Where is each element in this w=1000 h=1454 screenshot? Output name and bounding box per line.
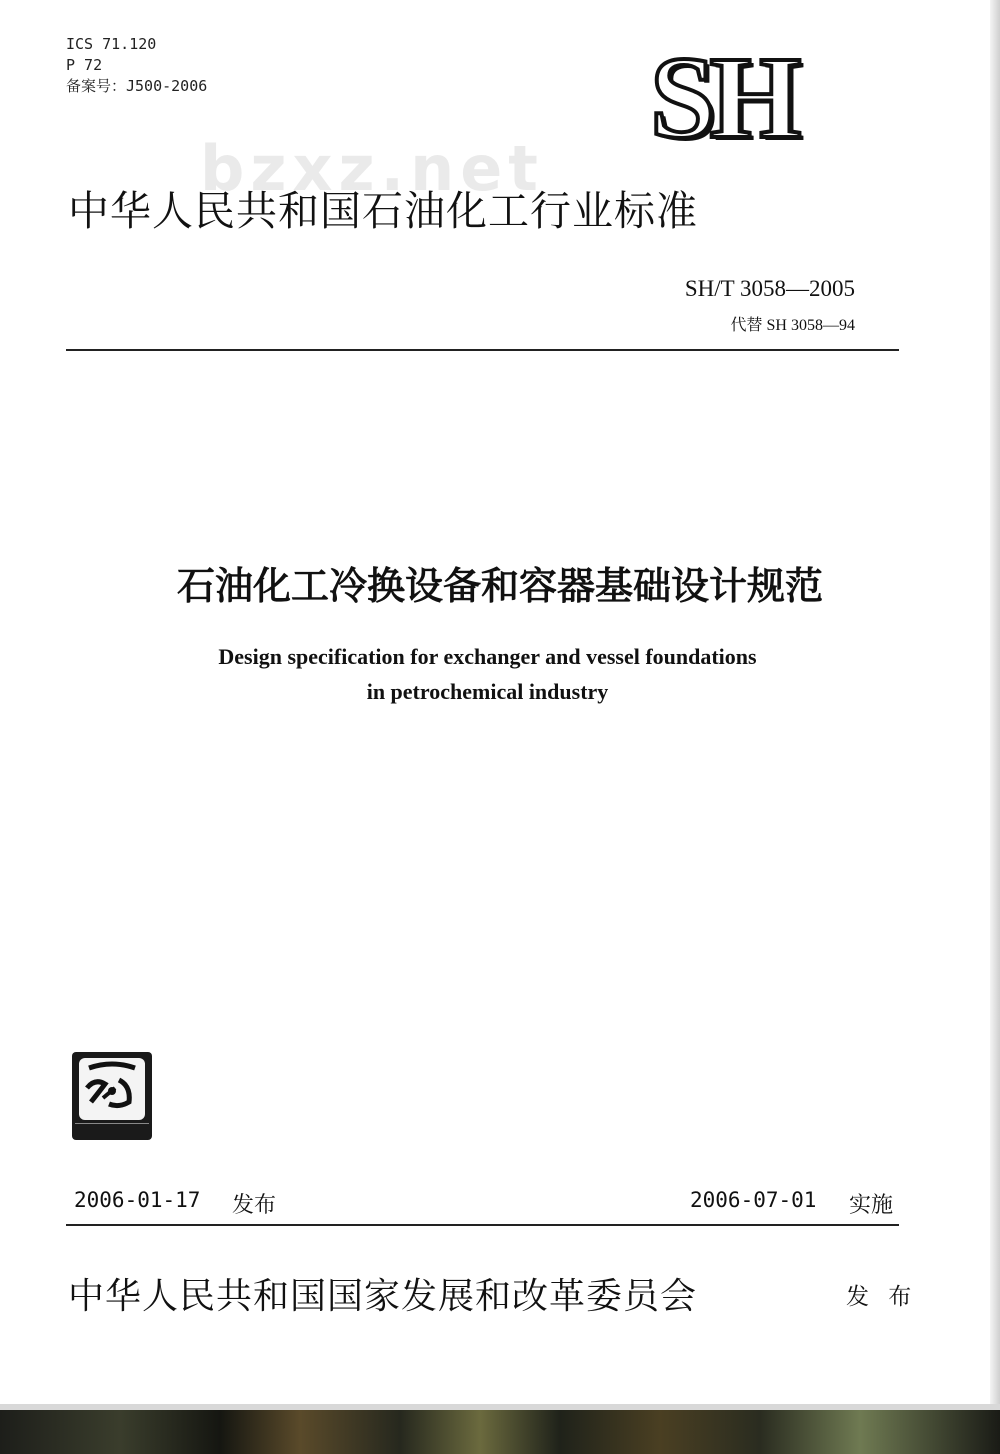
ics-code: ICS 71.120 bbox=[66, 35, 157, 53]
sh-logo: SH bbox=[650, 32, 796, 163]
document-title-en-line1: Design specification for exchanger and vessel foundations bbox=[218, 644, 757, 669]
issuing-action: 发 布 bbox=[846, 1284, 918, 1310]
background-photo-strip bbox=[0, 1404, 1000, 1454]
issue-label: 发布 bbox=[232, 1193, 277, 1218]
class-code: P 72 bbox=[66, 56, 103, 74]
replaces-standard: 代替 SH 3058—94 bbox=[730, 317, 855, 334]
publisher-seal-icon bbox=[72, 1052, 152, 1140]
document-title-en-line2: in petrochemical industry bbox=[366, 679, 609, 704]
record-number: 备案号：J500-2006 bbox=[66, 77, 208, 95]
issue-date: 2006-01-17 bbox=[74, 1188, 201, 1212]
watermark: bzxz.net bbox=[200, 132, 544, 205]
issuing-authority: 中华人民共和国国家发展和改革委员会 bbox=[68, 1276, 698, 1317]
industry-standard-title: 中华人民共和国石油化工行业标准 bbox=[68, 187, 698, 235]
document-title-cn: 石油化工冷换设备和容器基础设计规范 bbox=[176, 564, 823, 608]
effective-date: 2006-07-01 bbox=[690, 1188, 817, 1212]
page-edge bbox=[990, 0, 1000, 1404]
bottom-divider bbox=[66, 1224, 899, 1226]
effective-label: 实施 bbox=[849, 1193, 894, 1218]
standard-number: SH/T 3058—2005 bbox=[684, 276, 855, 301]
top-divider bbox=[66, 349, 899, 351]
